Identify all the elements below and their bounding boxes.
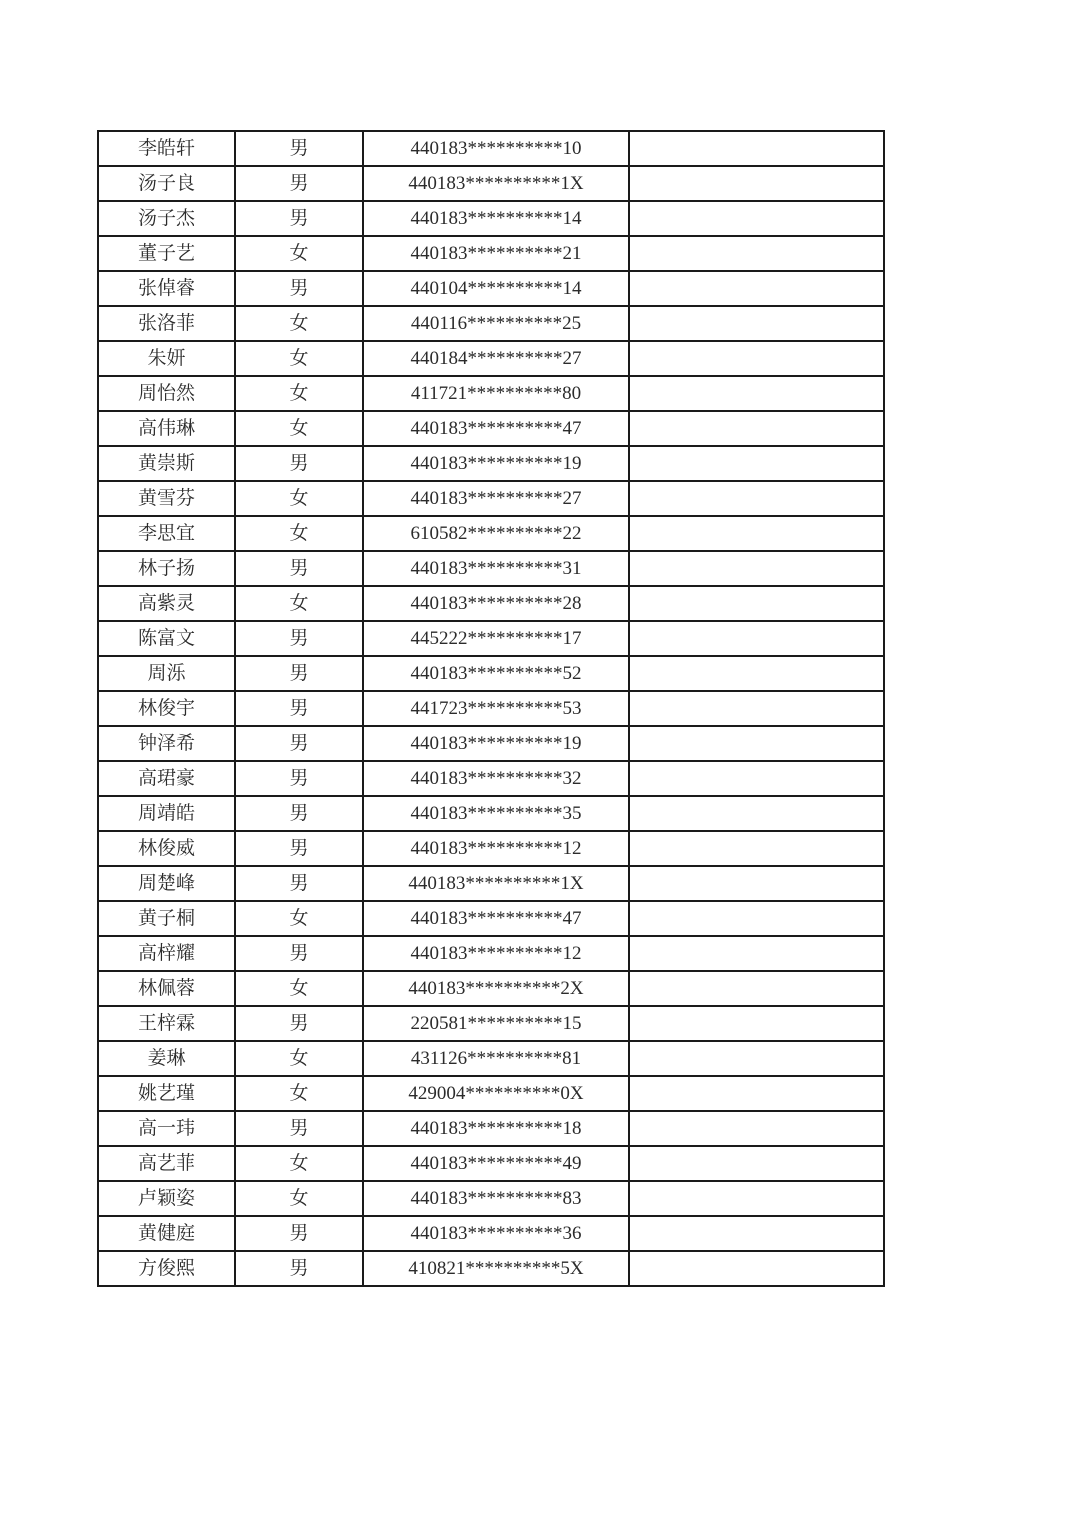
gender-cell: 女 [235, 376, 363, 411]
name-cell: 朱妍 [98, 341, 235, 376]
name-cell: 黄雪芬 [98, 481, 235, 516]
gender-cell: 男 [235, 866, 363, 901]
id-number-cell: 440183**********47 [363, 411, 629, 446]
gender-cell: 男 [235, 936, 363, 971]
table-row [98, 586, 884, 621]
name-cell: 董子艺 [98, 236, 235, 271]
remark-cell [629, 796, 884, 831]
id-number-cell: 440104**********14 [363, 271, 629, 306]
name-cell: 姜琳 [98, 1041, 235, 1076]
name-cell: 方俊熙 [98, 1251, 235, 1286]
id-number-cell: 440183**********14 [363, 201, 629, 236]
id-number-cell: 440183**********27 [363, 481, 629, 516]
table-row [98, 481, 884, 516]
id-number-cell: 440183**********1X [363, 866, 629, 901]
gender-cell: 男 [235, 201, 363, 236]
gender-cell: 女 [235, 481, 363, 516]
remark-cell [629, 656, 884, 691]
name-cell: 林佩蓉 [98, 971, 235, 1006]
table-row [98, 866, 884, 901]
table-row [98, 131, 884, 166]
id-number-cell: 440183**********52 [363, 656, 629, 691]
id-number-cell: 440183**********19 [363, 446, 629, 481]
remark-cell [629, 411, 884, 446]
name-cell: 周泺 [98, 656, 235, 691]
table-row [98, 201, 884, 236]
gender-cell: 男 [235, 551, 363, 586]
gender-cell: 男 [235, 831, 363, 866]
id-number-cell: 440183**********31 [363, 551, 629, 586]
table-row [98, 516, 884, 551]
table-row [98, 936, 884, 971]
remark-cell [629, 831, 884, 866]
table-row [98, 761, 884, 796]
name-cell: 林子扬 [98, 551, 235, 586]
id-number-cell: 410821**********5X [363, 1251, 629, 1286]
table-row [98, 796, 884, 831]
gender-cell: 男 [235, 1216, 363, 1251]
roster-table-body [98, 131, 884, 1286]
table-row [98, 166, 884, 201]
name-cell: 周靖皓 [98, 796, 235, 831]
table-row [98, 901, 884, 936]
name-cell: 钟泽希 [98, 726, 235, 761]
remark-cell [629, 1181, 884, 1216]
table-row [98, 1111, 884, 1146]
table-row [98, 1216, 884, 1251]
id-number-cell: 431126**********81 [363, 1041, 629, 1076]
remark-cell [629, 271, 884, 306]
remark-cell [629, 1146, 884, 1181]
table-row [98, 656, 884, 691]
gender-cell: 女 [235, 901, 363, 936]
name-cell: 林俊宇 [98, 691, 235, 726]
name-cell: 王梓霖 [98, 1006, 235, 1041]
id-number-cell: 440183**********49 [363, 1146, 629, 1181]
id-number-cell: 440183**********19 [363, 726, 629, 761]
gender-cell: 男 [235, 1006, 363, 1041]
table-row [98, 726, 884, 761]
gender-cell: 男 [235, 691, 363, 726]
table-row [98, 236, 884, 271]
id-number-cell: 429004**********0X [363, 1076, 629, 1111]
table-row [98, 411, 884, 446]
table-row [98, 306, 884, 341]
remark-cell [629, 1251, 884, 1286]
remark-cell [629, 446, 884, 481]
name-cell: 黄崇斯 [98, 446, 235, 481]
name-cell: 周楚峰 [98, 866, 235, 901]
id-number-cell: 610582**********22 [363, 516, 629, 551]
gender-cell: 女 [235, 411, 363, 446]
gender-cell: 女 [235, 306, 363, 341]
gender-cell: 男 [235, 131, 363, 166]
id-number-cell: 440116**********25 [363, 306, 629, 341]
name-cell: 卢颖姿 [98, 1181, 235, 1216]
gender-cell: 女 [235, 1181, 363, 1216]
remark-cell [629, 1111, 884, 1146]
id-number-cell: 411721**********80 [363, 376, 629, 411]
remark-cell [629, 621, 884, 656]
table-row [98, 376, 884, 411]
roster-table [97, 130, 885, 1287]
remark-cell [629, 201, 884, 236]
table-row [98, 1041, 884, 1076]
id-number-cell: 440183**********36 [363, 1216, 629, 1251]
id-number-cell: 440183**********1X [363, 166, 629, 201]
name-cell: 陈富文 [98, 621, 235, 656]
table-row [98, 551, 884, 586]
gender-cell: 女 [235, 586, 363, 621]
name-cell: 高珺豪 [98, 761, 235, 796]
id-number-cell: 441723**********53 [363, 691, 629, 726]
id-number-cell: 440184**********27 [363, 341, 629, 376]
remark-cell [629, 586, 884, 621]
gender-cell: 女 [235, 341, 363, 376]
name-cell: 黄健庭 [98, 1216, 235, 1251]
table-row [98, 1251, 884, 1286]
remark-cell [629, 516, 884, 551]
id-number-cell: 440183**********28 [363, 586, 629, 621]
id-number-cell: 440183**********32 [363, 761, 629, 796]
table-row [98, 1076, 884, 1111]
remark-cell [629, 936, 884, 971]
remark-cell [629, 901, 884, 936]
remark-cell [629, 1041, 884, 1076]
table-row [98, 831, 884, 866]
table-row [98, 446, 884, 481]
gender-cell: 男 [235, 726, 363, 761]
table-row [98, 621, 884, 656]
gender-cell: 男 [235, 796, 363, 831]
gender-cell: 女 [235, 1041, 363, 1076]
remark-cell [629, 1216, 884, 1251]
gender-cell: 男 [235, 446, 363, 481]
remark-cell [629, 131, 884, 166]
table-row [98, 1146, 884, 1181]
table-row [98, 1181, 884, 1216]
table-row [98, 1006, 884, 1041]
name-cell: 林俊威 [98, 831, 235, 866]
gender-cell: 男 [235, 1251, 363, 1286]
id-number-cell: 440183**********47 [363, 901, 629, 936]
gender-cell: 男 [235, 271, 363, 306]
remark-cell [629, 341, 884, 376]
name-cell: 高梓耀 [98, 936, 235, 971]
remark-cell [629, 1006, 884, 1041]
table-row [98, 341, 884, 376]
name-cell: 汤子杰 [98, 201, 235, 236]
remark-cell [629, 971, 884, 1006]
name-cell: 高伟琳 [98, 411, 235, 446]
id-number-cell: 440183**********12 [363, 936, 629, 971]
table-row [98, 971, 884, 1006]
id-number-cell: 440183**********10 [363, 131, 629, 166]
remark-cell [629, 166, 884, 201]
id-number-cell: 440183**********21 [363, 236, 629, 271]
remark-cell [629, 481, 884, 516]
name-cell: 汤子良 [98, 166, 235, 201]
remark-cell [629, 726, 884, 761]
name-cell: 高艺菲 [98, 1146, 235, 1181]
remark-cell [629, 691, 884, 726]
remark-cell [629, 376, 884, 411]
gender-cell: 女 [235, 1076, 363, 1111]
gender-cell: 女 [235, 971, 363, 1006]
name-cell: 黄子桐 [98, 901, 235, 936]
gender-cell: 女 [235, 516, 363, 551]
id-number-cell: 440183**********12 [363, 831, 629, 866]
name-cell: 李思宜 [98, 516, 235, 551]
name-cell: 高一玮 [98, 1111, 235, 1146]
table-row [98, 691, 884, 726]
remark-cell [629, 761, 884, 796]
gender-cell: 男 [235, 761, 363, 796]
name-cell: 姚艺瑾 [98, 1076, 235, 1111]
gender-cell: 男 [235, 1111, 363, 1146]
name-cell: 高紫灵 [98, 586, 235, 621]
name-cell: 周怡然 [98, 376, 235, 411]
gender-cell: 女 [235, 236, 363, 271]
remark-cell [629, 866, 884, 901]
id-number-cell: 440183**********2X [363, 971, 629, 1006]
name-cell: 李皓轩 [98, 131, 235, 166]
remark-cell [629, 1076, 884, 1111]
gender-cell: 男 [235, 621, 363, 656]
gender-cell: 女 [235, 1146, 363, 1181]
id-number-cell: 440183**********35 [363, 796, 629, 831]
remark-cell [629, 236, 884, 271]
id-number-cell: 220581**********15 [363, 1006, 629, 1041]
name-cell: 张洛菲 [98, 306, 235, 341]
gender-cell: 男 [235, 166, 363, 201]
table-row [98, 271, 884, 306]
remark-cell [629, 306, 884, 341]
name-cell: 张倬睿 [98, 271, 235, 306]
id-number-cell: 440183**********83 [363, 1181, 629, 1216]
id-number-cell: 445222**********17 [363, 621, 629, 656]
id-number-cell: 440183**********18 [363, 1111, 629, 1146]
gender-cell: 男 [235, 656, 363, 691]
remark-cell [629, 551, 884, 586]
